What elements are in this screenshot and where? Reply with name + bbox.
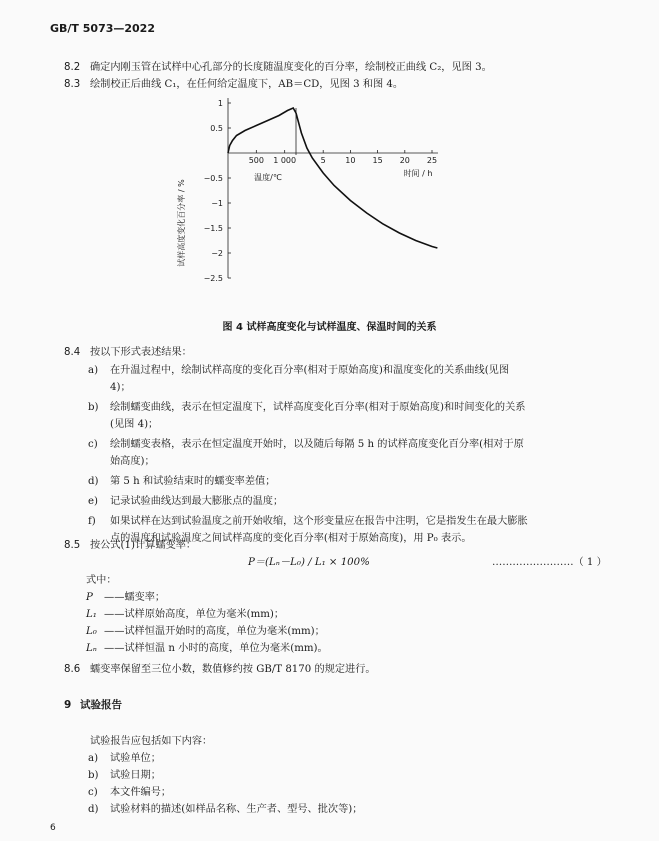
section-number-8-2: 8.2 [64, 62, 81, 73]
list-item-text: 如果试样在达到试验温度之前开始收缩，这个形变量应在报告中注明，它是指发生在最大膨胀 [110, 516, 528, 527]
list-item-text: 第 5 h 和试验结束时的蠕变率差值； [110, 476, 276, 487]
section-8-6-text: 蠕变率保留至三位小数，数值修约按 GB/T 8170 的规定进行。 [90, 664, 376, 675]
time-tick-label: 5 [320, 156, 326, 165]
formula-symbol: L₀ [86, 626, 97, 637]
figure-4-svg [170, 98, 460, 298]
formula-number: ……………………（ 1 ） [492, 557, 607, 568]
list-item-text: 试验日期； [110, 770, 161, 781]
list-marker: a) [88, 753, 99, 764]
section-9-title: 试验报告 [80, 699, 122, 711]
formula-definition: ——试样原始高度，单位为毫米(mm)； [104, 609, 285, 620]
section-number-8-5: 8.5 [64, 540, 81, 551]
list-marker: d) [88, 804, 99, 815]
page-number: 6 [50, 823, 56, 833]
time-tick-label: 25 [426, 156, 438, 165]
list-item-text: 绘制蠕变表格，表示在恒定温度开始时，以及随后每隔 5 h 的试样高度变化百分率(相对于原 [110, 439, 524, 450]
list-marker: e) [88, 496, 99, 507]
list-item-text: 试验单位； [110, 753, 161, 764]
list-marker: c) [88, 439, 98, 450]
y-tick-label: −1.5 [203, 224, 223, 233]
figure-4-chart [170, 98, 460, 298]
list-item-text: 试验材料的描述(如样品名称、生产者、型号、批次等)； [110, 804, 363, 815]
time-tick-label: 20 [399, 156, 410, 165]
list-item-text: 始高度)； [110, 456, 155, 467]
formula-symbol: P [86, 592, 93, 603]
section-9-intro: 试验报告应包括如下内容： [90, 736, 213, 747]
formula-symbol: L₁ [86, 609, 97, 620]
document-header: GB/T 5073—2022 [50, 22, 155, 35]
y-tick-label: −0.5 [203, 174, 223, 183]
section-8-3-text: 绘制校正后曲线 C₁，在任何给定温度下，AB＝CD，见图 3 和图 4。 [90, 79, 404, 90]
x-axis-label-time: 时间 / h [403, 169, 433, 178]
figure-caption: 图 4 试样高度变化与试样温度、保温时间的关系 [222, 322, 437, 333]
list-marker: a) [88, 365, 99, 376]
list-marker: d) [88, 476, 99, 487]
heating-curve [228, 108, 296, 153]
list-item-text: (见图 4)； [110, 419, 159, 430]
list-marker: f) [88, 516, 96, 527]
list-item-text: 本文件编号； [110, 787, 172, 798]
y-tick-label: 0.5 [210, 124, 223, 133]
y-tick-label: −2 [211, 249, 223, 258]
section-8-2-text: 确定内刚玉管在试样中心孔部分的长度随温度变化的百分率，绘制校正曲线 C₂，见图 3。 [90, 62, 492, 73]
formula-definition: ——蠕变率； [104, 592, 166, 603]
y-tick-label: −2.5 [203, 274, 223, 283]
y-axis-label: 试样高度变化百分率 / % [177, 179, 186, 267]
list-item-text: 点的温度和试验温度之间试样高度的变化百分率(相对于原始高度)，用 P₀ 表示。 [110, 533, 472, 544]
section-number-8-3: 8.3 [64, 79, 81, 90]
list-item-text: 在升温过程中，绘制试样高度的变化百分率(相对于原始高度)和温度变化的关系曲线(见图 [110, 365, 510, 376]
temp-tick-label: 1 000 [273, 156, 297, 165]
formula-symbol: Lₙ [86, 643, 97, 654]
list-marker: b) [88, 402, 99, 413]
y-tick-label: −1 [211, 199, 223, 208]
list-item-text: 记录试验曲线达到最大膨胀点的温度； [110, 496, 284, 507]
formula-definition: ——试样恒温开始时的高度，单位为毫米(mm)； [104, 626, 325, 637]
section-8-4-title: 按以下形式表述结果： [90, 347, 192, 358]
y-tick-label: 1 [217, 99, 223, 108]
creep-curve [296, 113, 437, 248]
formula-definition: ——试样恒温 n 小时的高度，单位为毫米(mm)。 [104, 643, 328, 654]
temp-tick-label: 500 [248, 156, 264, 165]
formula-where: 式中： [86, 575, 117, 586]
list-item-text: 绘制蠕变曲线，表示在恒定温度下，试样高度变化百分率(相对于原始高度)和时间变化的关系 [110, 402, 526, 413]
x-axis-label-temperature: 温度/℃ [254, 173, 282, 182]
formula-1: P＝(Lₙ－L₀) / L₁ × 100% [248, 557, 370, 568]
section-number-8-4: 8.4 [64, 347, 81, 358]
time-tick-label: 10 [345, 156, 356, 165]
time-tick-label: 15 [372, 156, 383, 165]
section-number-8-6: 8.6 [64, 664, 81, 675]
section-number-9: 9 [64, 699, 72, 711]
list-marker: b) [88, 770, 99, 781]
list-item-text: 4)； [110, 382, 131, 393]
section-8-5-title: 按公式(1)计算蠕变率： [90, 540, 197, 551]
list-marker: c) [88, 787, 98, 798]
